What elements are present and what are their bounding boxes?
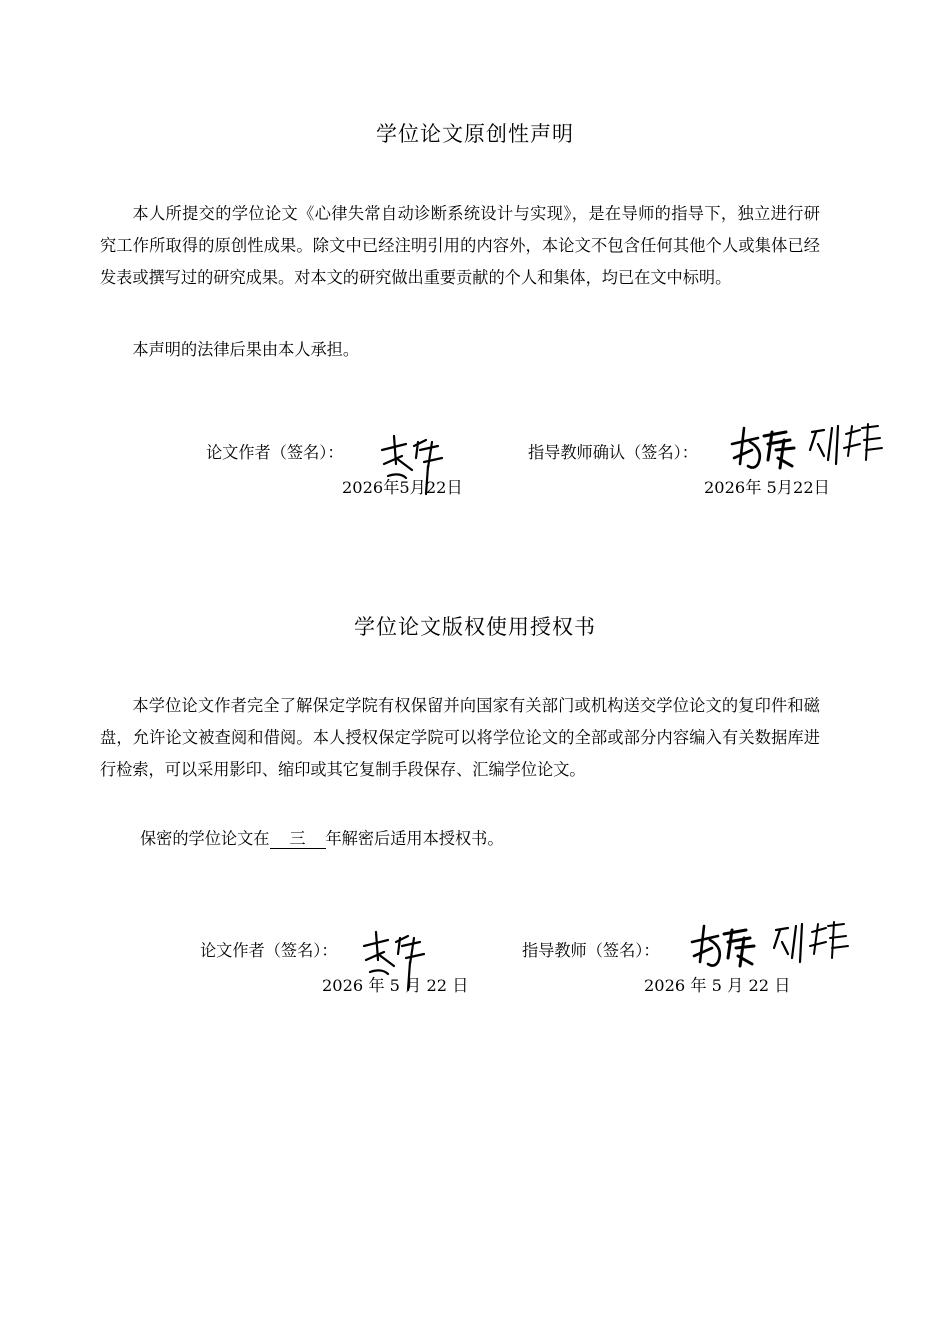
advisor-signature-1 xyxy=(728,420,886,476)
authorization-title: 学位论文版权使用授权书 xyxy=(354,615,596,639)
declaration-author-date: 2026年5月22日 xyxy=(342,478,463,497)
declaration-advisor-label: 指导教师确认（签名）： xyxy=(528,443,698,462)
advisor-signature-2 xyxy=(688,916,854,972)
authorization-paragraph: 本学位论文作者完全了解保定学院有权保留并向国家有关部门或机构送交学位论文的复印件和磁盘，允许论文被查阅和借阅。本人授权保定学院可以将学位论文的全部或部分内容编入有关数据库进行检索，可以采用影印、缩印或其它复制手段保存、汇编学位论文。 xyxy=(100,696,820,779)
authorization-advisor-label: 指导教师（签名）： xyxy=(522,941,660,960)
authorization-author-label: 论文作者（签名）： xyxy=(200,941,338,960)
declaration-advisor-date: 2026年 5月22日 xyxy=(704,478,830,497)
secrecy-prefix: 保密的学位论文在 xyxy=(140,829,270,848)
declaration-paragraph-1: 本人所提交的学位论文《心律失常自动诊断系统设计与实现》，是在导师的指导下，独立进行研究工作所取得的原创性成果。除文中已经注明引用的内容外，本论文不包含任何其他个人或集体已经发表或撰写过的研究成果。对本文的研究做出重要贡献的个人和集体，均已在文中标明。 xyxy=(100,204,820,287)
authorization-author-date: 2026 年 5 月 22 日 xyxy=(322,976,469,995)
secrecy-suffix: 年解密后适用本授权书。 xyxy=(325,829,504,848)
secrecy-years: 三 xyxy=(270,830,326,849)
declaration-author-label: 论文作者（签名）： xyxy=(206,443,344,462)
declaration-title: 学位论文原创性声明 xyxy=(376,122,574,146)
declaration-paragraph-2: 本声明的法律后果由本人承担。 xyxy=(132,340,360,359)
authorization-advisor-date: 2026 年 5 月 22 日 xyxy=(644,976,791,995)
secrecy-line xyxy=(140,828,504,850)
